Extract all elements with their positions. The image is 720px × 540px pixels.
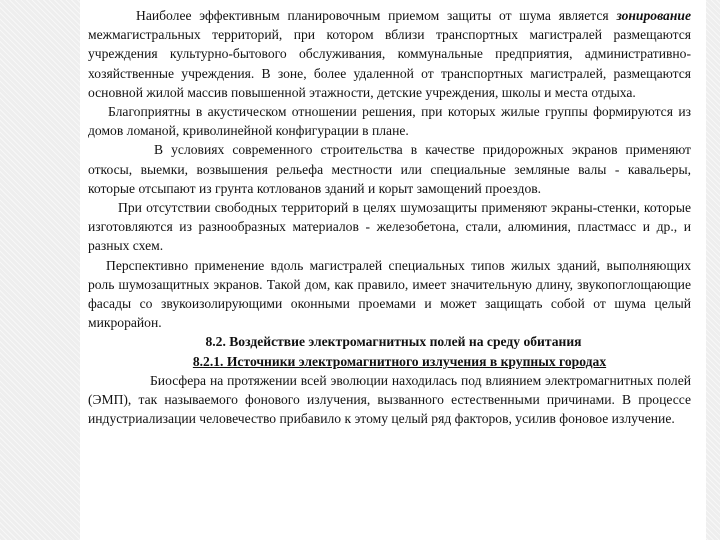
paragraph-noise-protective-buildings: Перспективно применение вдоль магистралей специальных типов жилых зданий, выполняющих роль шумозащитных экранов. Такой дом, как правило, имеет значительную длину, звукопоглощающие фасады со звукоизолирующими оконными проемами и может защищать собой от шума целый микрорайон. [88, 257, 691, 331]
paragraph-biosphere: Биосфера на протяжении всей эволюции находилась под влиянием электромагнитных полей (ЭМП), так называемого фонового излучения, вызванного естественными причинами. В процессе индустриализации человечество прибавило к этому целый ряд факторов, усилив фоновое излучение. [88, 372, 691, 427]
section-heading: 8.2. Воздействие электромагнитных полей на среду обитания [205, 334, 582, 350]
paragraph-zoning: Наиболее эффективным планировочным приемом защиты от шума является зонирование межмагистральных территорий, при котором вблизи транспортных магистралей размещаются учреждения культурно-бытового обслуживания, коммунальные предприятия, административно-хозяйственные учреждения. В зоне, более удаленной от транспортных магистралей, размещаются основной жилой массив повышенной этажности, детские учреждения, школы и места отдыха. [88, 8, 691, 100]
term-zoning: зонирование [616, 8, 691, 23]
paragraph-screen-walls: При отсутствии свободных территорий в целях шумозащиты применяют экраны-стенки, которые изготовляются из разнообразных материалов - железобетона, стали, алюминия, пластмасс и др., и разных схем. [88, 200, 691, 254]
subsection-heading: 8.2.1. Источники электромагнитного излучения в крупных городах [192, 353, 607, 369]
paragraph-building-configuration: Благоприятны в акустическом отношении решения, при которых жилые группы формируются из домов ломаной, криволинейной конфигурации в плане. [88, 104, 691, 139]
paragraph-roadside-screens: В условиях современного строительства в качестве придорожных экранов применяют откосы, выемки, возвышения рельефа местности или специальные земляные валы - кавальеры, которые отсыпают из грунта котлованов зданий и корыт замощений проездов. [88, 142, 691, 196]
document-text [88, 6, 691, 428]
document-page [80, 0, 706, 540]
